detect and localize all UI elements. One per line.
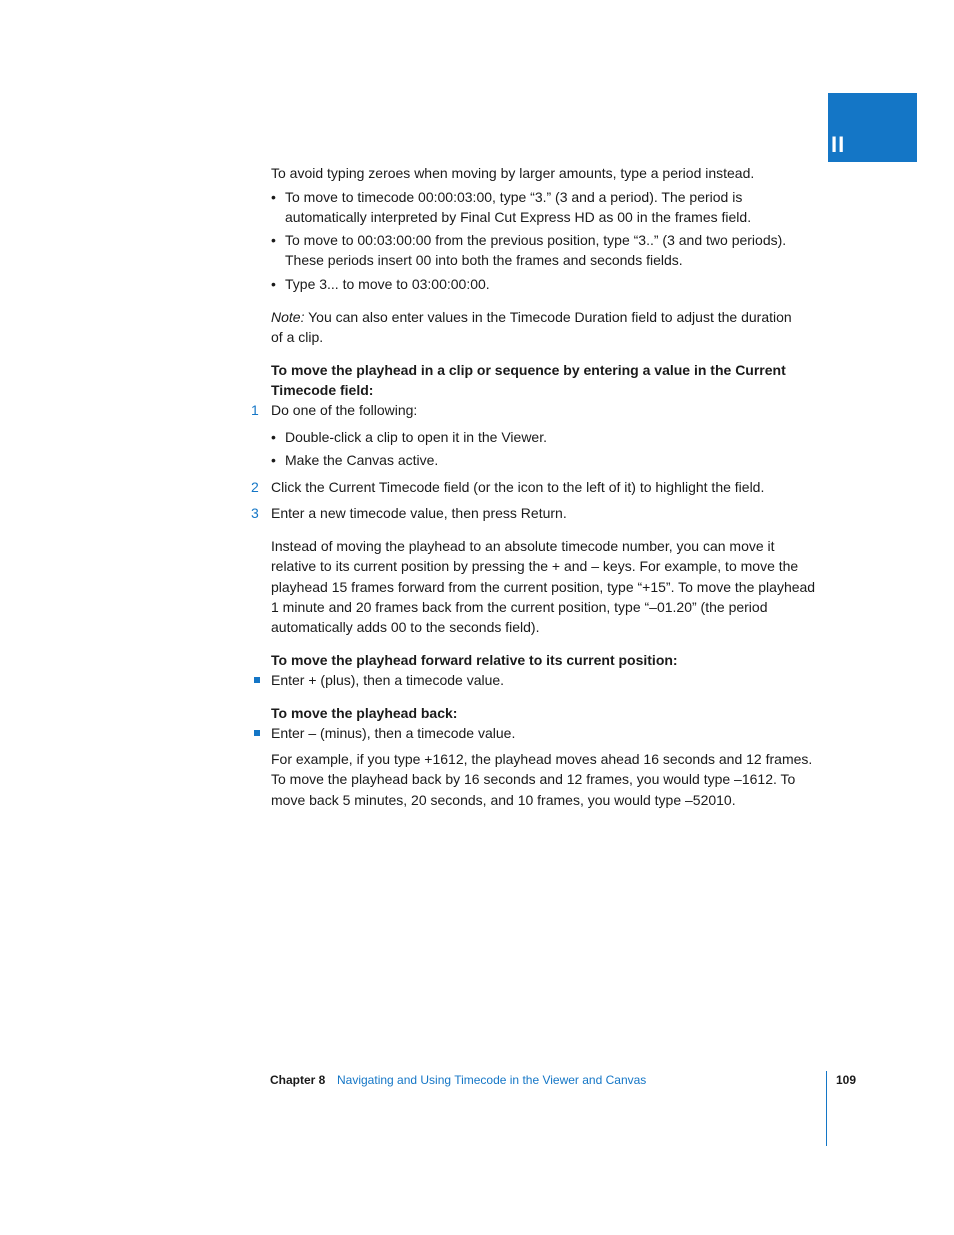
- list-item: • To move to timecode 00:00:03:00, type “3.” (3 and a period). The period is automatically interpreted by Final Cut Express HD as 00 in the frames field.: [271, 189, 752, 226]
- step-text: Enter a new timecode value, then press Return.: [271, 505, 567, 521]
- step-text: Enter + (plus), then a timecode value.: [271, 672, 505, 688]
- step-number: 1: [251, 402, 259, 418]
- note-label: Note:: [271, 309, 305, 325]
- step-number: 2: [251, 479, 259, 495]
- list-item: • Type 3... to move to 03:00:00:00.: [271, 276, 490, 292]
- footer-chapter-title: Navigating and Using Timecode in the Viewer and Canvas: [337, 1073, 647, 1087]
- bullet-square-icon: [254, 677, 260, 683]
- bullet-square-icon: [254, 730, 260, 736]
- task-heading: To move the playhead forward relative to its current position:: [271, 652, 678, 668]
- task-heading: To move the playhead back:: [271, 705, 458, 721]
- step-text: Enter – (minus), then a timecode value.: [271, 725, 516, 741]
- section-tab: [828, 93, 917, 162]
- step-text: Click the Current Timecode field (or the icon to the left of it) to highlight the field.: [271, 479, 765, 495]
- note-paragraph: Note: You can also enter values in the Timecode Duration field to adjust the duration of a clip.: [271, 309, 792, 346]
- step-number: 3: [251, 505, 259, 521]
- footer-chapter: Chapter 8: [270, 1073, 326, 1087]
- body-paragraph: For example, if you type +1612, the playhead moves ahead 16 seconds and 12 frames. To move the playhead back by 16 seconds and 12 frames, you would type –1612. To move back 5 minutes, 20 seconds, and 10 frames, you would type –52010.: [271, 751, 813, 808]
- task-heading: To move the playhead in a clip or sequence by entering a value in the Current Timecode field:: [271, 362, 786, 399]
- intro-paragraph: To avoid typing zeroes when moving by larger amounts, type a period instead.: [271, 165, 755, 181]
- list-item: • To move to 00:03:00:00 from the previous position, type “3..” (3 and two periods). These periods insert 00 into both the frames and seconds fields.: [271, 232, 787, 269]
- footer-divider: [826, 1071, 827, 1146]
- list-item: • Make the Canvas active.: [271, 452, 439, 468]
- section-tab-label: II: [831, 132, 846, 157]
- list-item: • Double-click a clip to open it in the Viewer.: [271, 429, 547, 445]
- step-text: Do one of the following:: [271, 402, 418, 418]
- body-paragraph: Instead of moving the playhead to an absolute timecode number, you can move it relative to its current position by pressing the + and – keys. For example, to move the playhead 15 frames forward from the current position, type “+15”. To move the playhead 1 minute and 20 frames back from the current position, type “–01.20” (the period automatically adds 00 to the seconds field).: [271, 538, 816, 636]
- page-number: 109: [836, 1073, 857, 1087]
